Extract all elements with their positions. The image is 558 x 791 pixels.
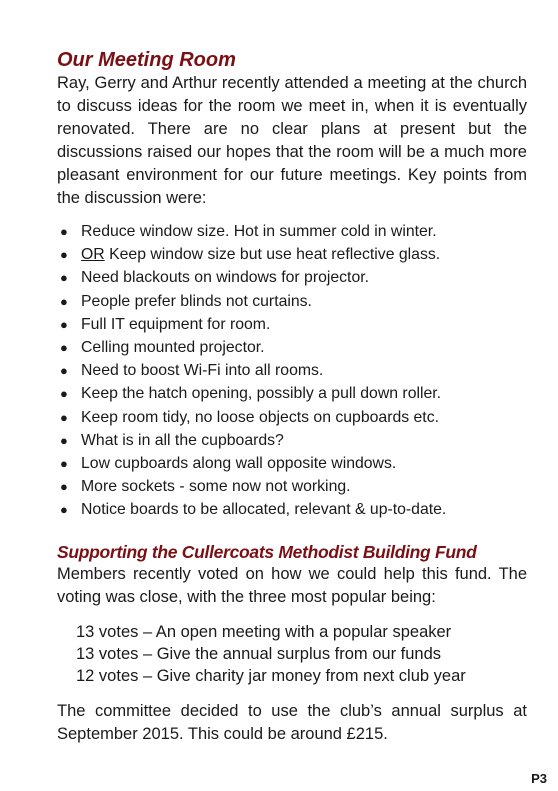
bullet-icon: ● [60, 456, 68, 472]
building-fund-heading: Supporting the Cullercoats Methodist Building Fund [57, 541, 477, 562]
list-item: ● Keep the hatch opening, possibly a pull down roller. [57, 382, 527, 405]
list-item: ● Notice boards to be allocated, relevant & up-to-date. [57, 498, 527, 521]
bullet-icon: ● [60, 363, 68, 379]
page-number: P3 [531, 771, 547, 786]
page-content [57, 48, 527, 746]
meeting-room-heading: Our Meeting Room [57, 49, 236, 71]
committee-decision: The committee decided to use the club’s annual surplus at September 2015. This could be around £215. [57, 701, 527, 743]
list-item: ● Low cupboards along wall opposite windows. [57, 452, 527, 475]
list-item: ● OR Keep window size but use heat reflective glass. [57, 243, 527, 266]
building-fund-intro: Members recently voted on how we could help this fund. The voting was close, with the three most popular being: [57, 564, 527, 606]
vote-result: 13 votes – Give the annual surplus from our funds [76, 644, 442, 663]
bullet-icon: ● [60, 270, 68, 286]
bullet-icon: ● [60, 224, 68, 239]
bullet-icon: ● [60, 409, 68, 425]
bullet-icon: ● [60, 247, 68, 263]
list-item: ● What is in all the cupboards? [57, 429, 527, 452]
list-item: ● People prefer blinds not curtains. [57, 290, 527, 313]
discussion-points-list [57, 220, 527, 522]
vote-results [76, 621, 527, 687]
bullet-icon: ● [60, 316, 68, 332]
bullet-icon: ● [60, 293, 68, 309]
meeting-room-intro: Ray, Gerry and Arthur recently attended a meeting at the church to discuss ideas for the room we meet in, when it is eventually renovated. There are no clear plans at present but the discussions raised our hopes that the room will be a much more pleasant environment for our future meetings. Key points from the discussion were: [57, 74, 527, 207]
list-item: ● Need to boost Wi-Fi into all rooms. [57, 359, 527, 382]
vote-result: 13 votes – An open meeting with a popular speaker [76, 622, 452, 641]
bullet-icon: ● [60, 432, 68, 448]
bullet-icon: ● [60, 479, 68, 495]
bullet-icon: ● [60, 340, 68, 356]
list-item: ● Reduce window size. Hot in summer cold in winter. [57, 220, 527, 243]
bullet-icon: ● [60, 386, 68, 402]
list-item: ● Full IT equipment for room. [57, 313, 527, 336]
list-item: ● Keep room tidy, no loose objects on cupboards etc. [57, 406, 527, 429]
or-emphasis: OR [81, 246, 105, 264]
bullet-icon: ● [60, 502, 68, 518]
list-item: ● Celling mounted projector. [57, 336, 527, 359]
list-item: ● More sockets - some now not working. [57, 475, 527, 498]
vote-result: 12 votes – Give charity jar money from next club year [76, 666, 466, 685]
list-item: ● Need blackouts on windows for projector. [57, 266, 527, 289]
